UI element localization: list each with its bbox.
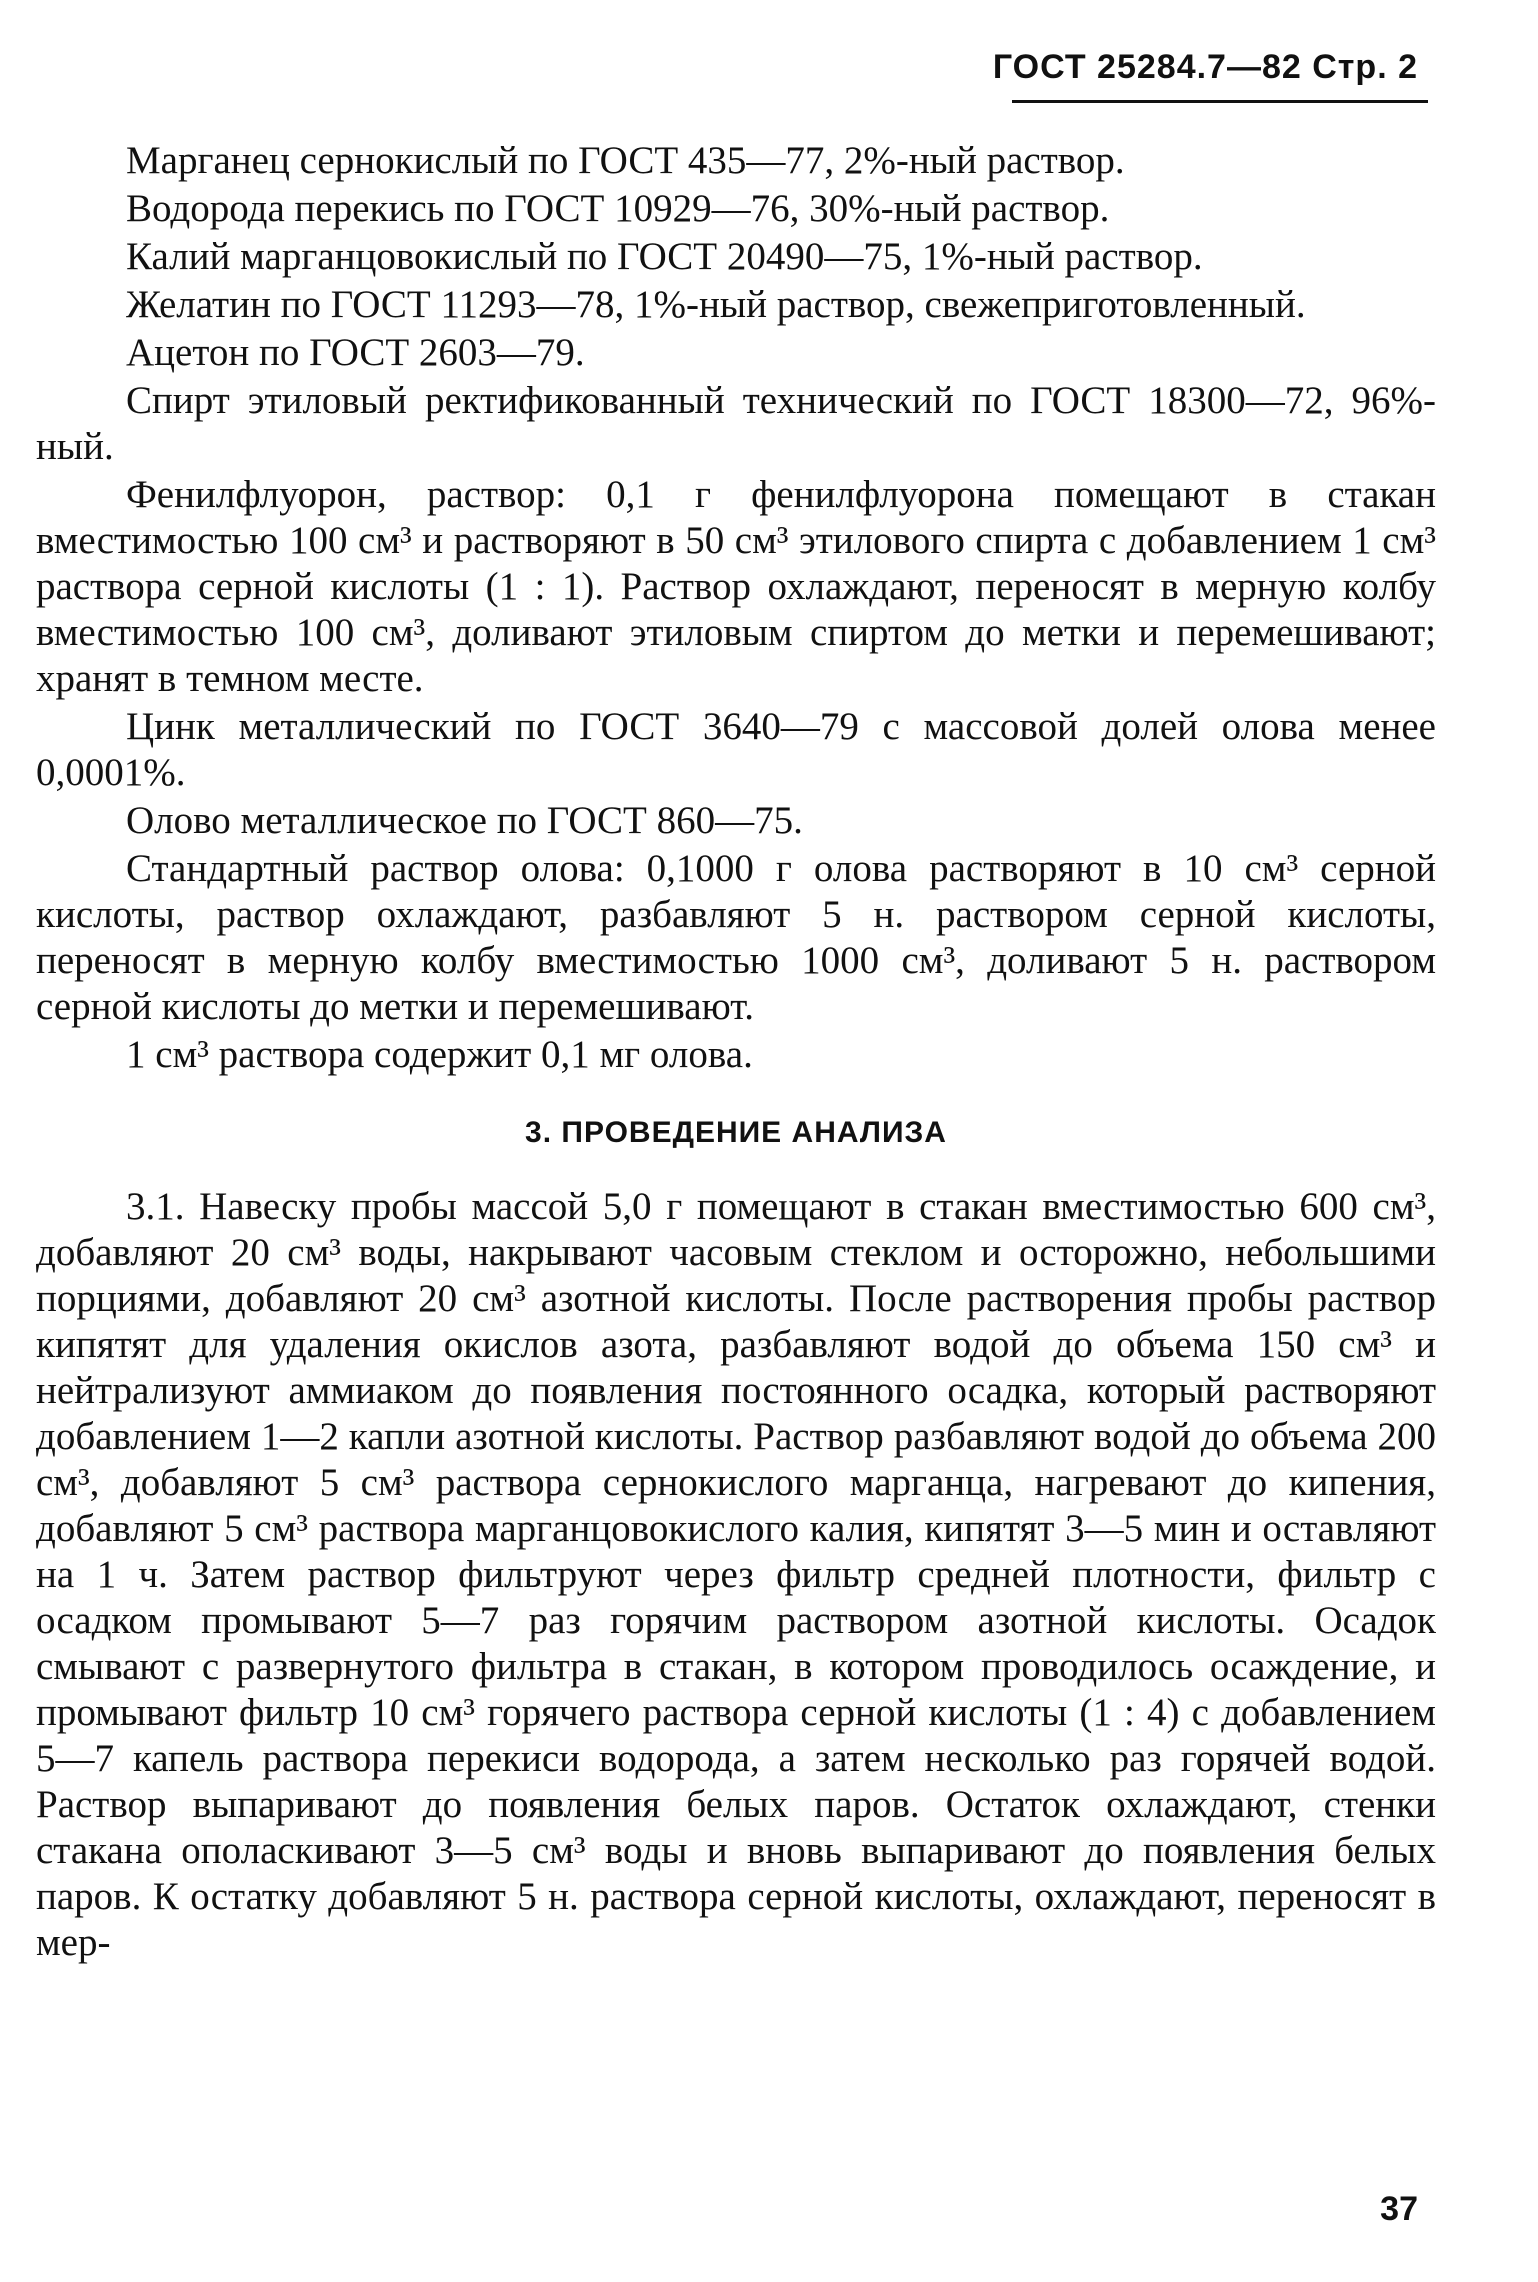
section-heading: 3. ПРОВЕДЕНИЕ АНАЛИЗА — [525, 1116, 947, 1149]
paragraph-tin-metal: Олово металлическое по ГОСТ 860—75. — [126, 799, 803, 842]
paragraph-manganese-sulfate: Марганец сернокислый по ГОСТ 435—77, 2%-ный раствор. — [126, 139, 1125, 182]
page-header: ГОСТ 25284.7—82 Стр. 2 — [992, 48, 1418, 86]
paragraph-ethyl-alcohol: Спирт этиловый ректификованный технический по ГОСТ 18300—72, 96%-ный. — [36, 379, 1436, 468]
paragraph-acetone: Ацетон по ГОСТ 2603—79. — [126, 331, 585, 374]
page-number: 37 — [1380, 2190, 1418, 2228]
body-text — [36, 138, 1436, 1968]
paragraph-zinc: Цинк металлический по ГОСТ 3640—79 с массовой долей олова менее 0,0001%. — [36, 705, 1436, 794]
paragraph-phenylfluorone: Фенилфлуорон, раствор: 0,1 г фенилфлуорона помещают в стакан вместимостью 100 см³ и растворяют в 50 см³ этилового спирта с добавлением 1 см³ раствора серной кислоты (1 : 1). Раствор охлаждают, переносят в мерную колбу вместимостью 100 см³, доливают этиловым спиртом до метки и перемешивают; хранят в темном месте. — [36, 473, 1436, 700]
header-rule — [1012, 100, 1428, 103]
paragraph-standard-tin-solution: Стандартный раствор олова: 0,1000 г олова растворяют в 10 см³ серной кислоты, раствор охлаждают, разбавляют 5 н. раствором серной кислоты, переносят в мерную колбу вместимостью 1000 см³, доливают 5 н. раствором серной кислоты до метки и перемешивают. — [36, 847, 1436, 1028]
paragraph-tin-content: 1 см³ раствора содержит 0,1 мг олова. — [126, 1033, 753, 1076]
paragraph-hydrogen-peroxide: Водорода перекись по ГОСТ 10929—76, 30%-ный раствор. — [126, 187, 1110, 230]
paragraph-potassium-permanganate: Калий марганцовокислый по ГОСТ 20490—75, 1%-ный раствор. — [126, 235, 1203, 278]
paragraph-3-1: 3.1. Навеску пробы массой 5,0 г помещают в стакан вместимостью 600 см³, добавляют 20 см³ воды, накрывают часовым стеклом и осторожно, небольшими порциями, добавляют 20 см³ азотной кислоты. После растворения пробы раствор кипятят для удаления окислов азота, разбавляют водой до объема 150 см³ и нейтрализуют аммиаком до появления постоянного осадка, который растворяют добавлением 1—2 капли азотной кислоты. Раствор разбавляют водой до объема 200 см³, добавляют 5 см³ раствора сернокислого марганца, нагревают до кипения, добавляют 5 см³ раствора марганцовокислого калия, кипятят 3—5 мин и оставляют на 1 ч. Затем раствор фильтруют через фильтр средней плотности, фильтр с осадком промывают 5—7 раз горячим раствором азотной кислоты. Осадок смывают с развернутого фильтра в стакан, в котором проводилось осаждение, и промывают фильтр 10 см³ горячего раствора серной кислоты (1 : 4) с добавлением 5—7 капель раствора перекиси водорода, а затем несколько раз горячей водой. Раствор выпаривают до появления белых паров. Остаток охлаждают, стенки стакана ополаскивают 3—5 см³ воды и вновь выпаривают до появления белых паров. К остатку добавляют 5 н. раствора серной кислоты, охлаждают, переносят в мер- — [36, 1185, 1436, 1964]
paragraph-gelatin: Желатин по ГОСТ 11293—78, 1%-ный раствор, свежеприготовленный. — [126, 283, 1306, 326]
